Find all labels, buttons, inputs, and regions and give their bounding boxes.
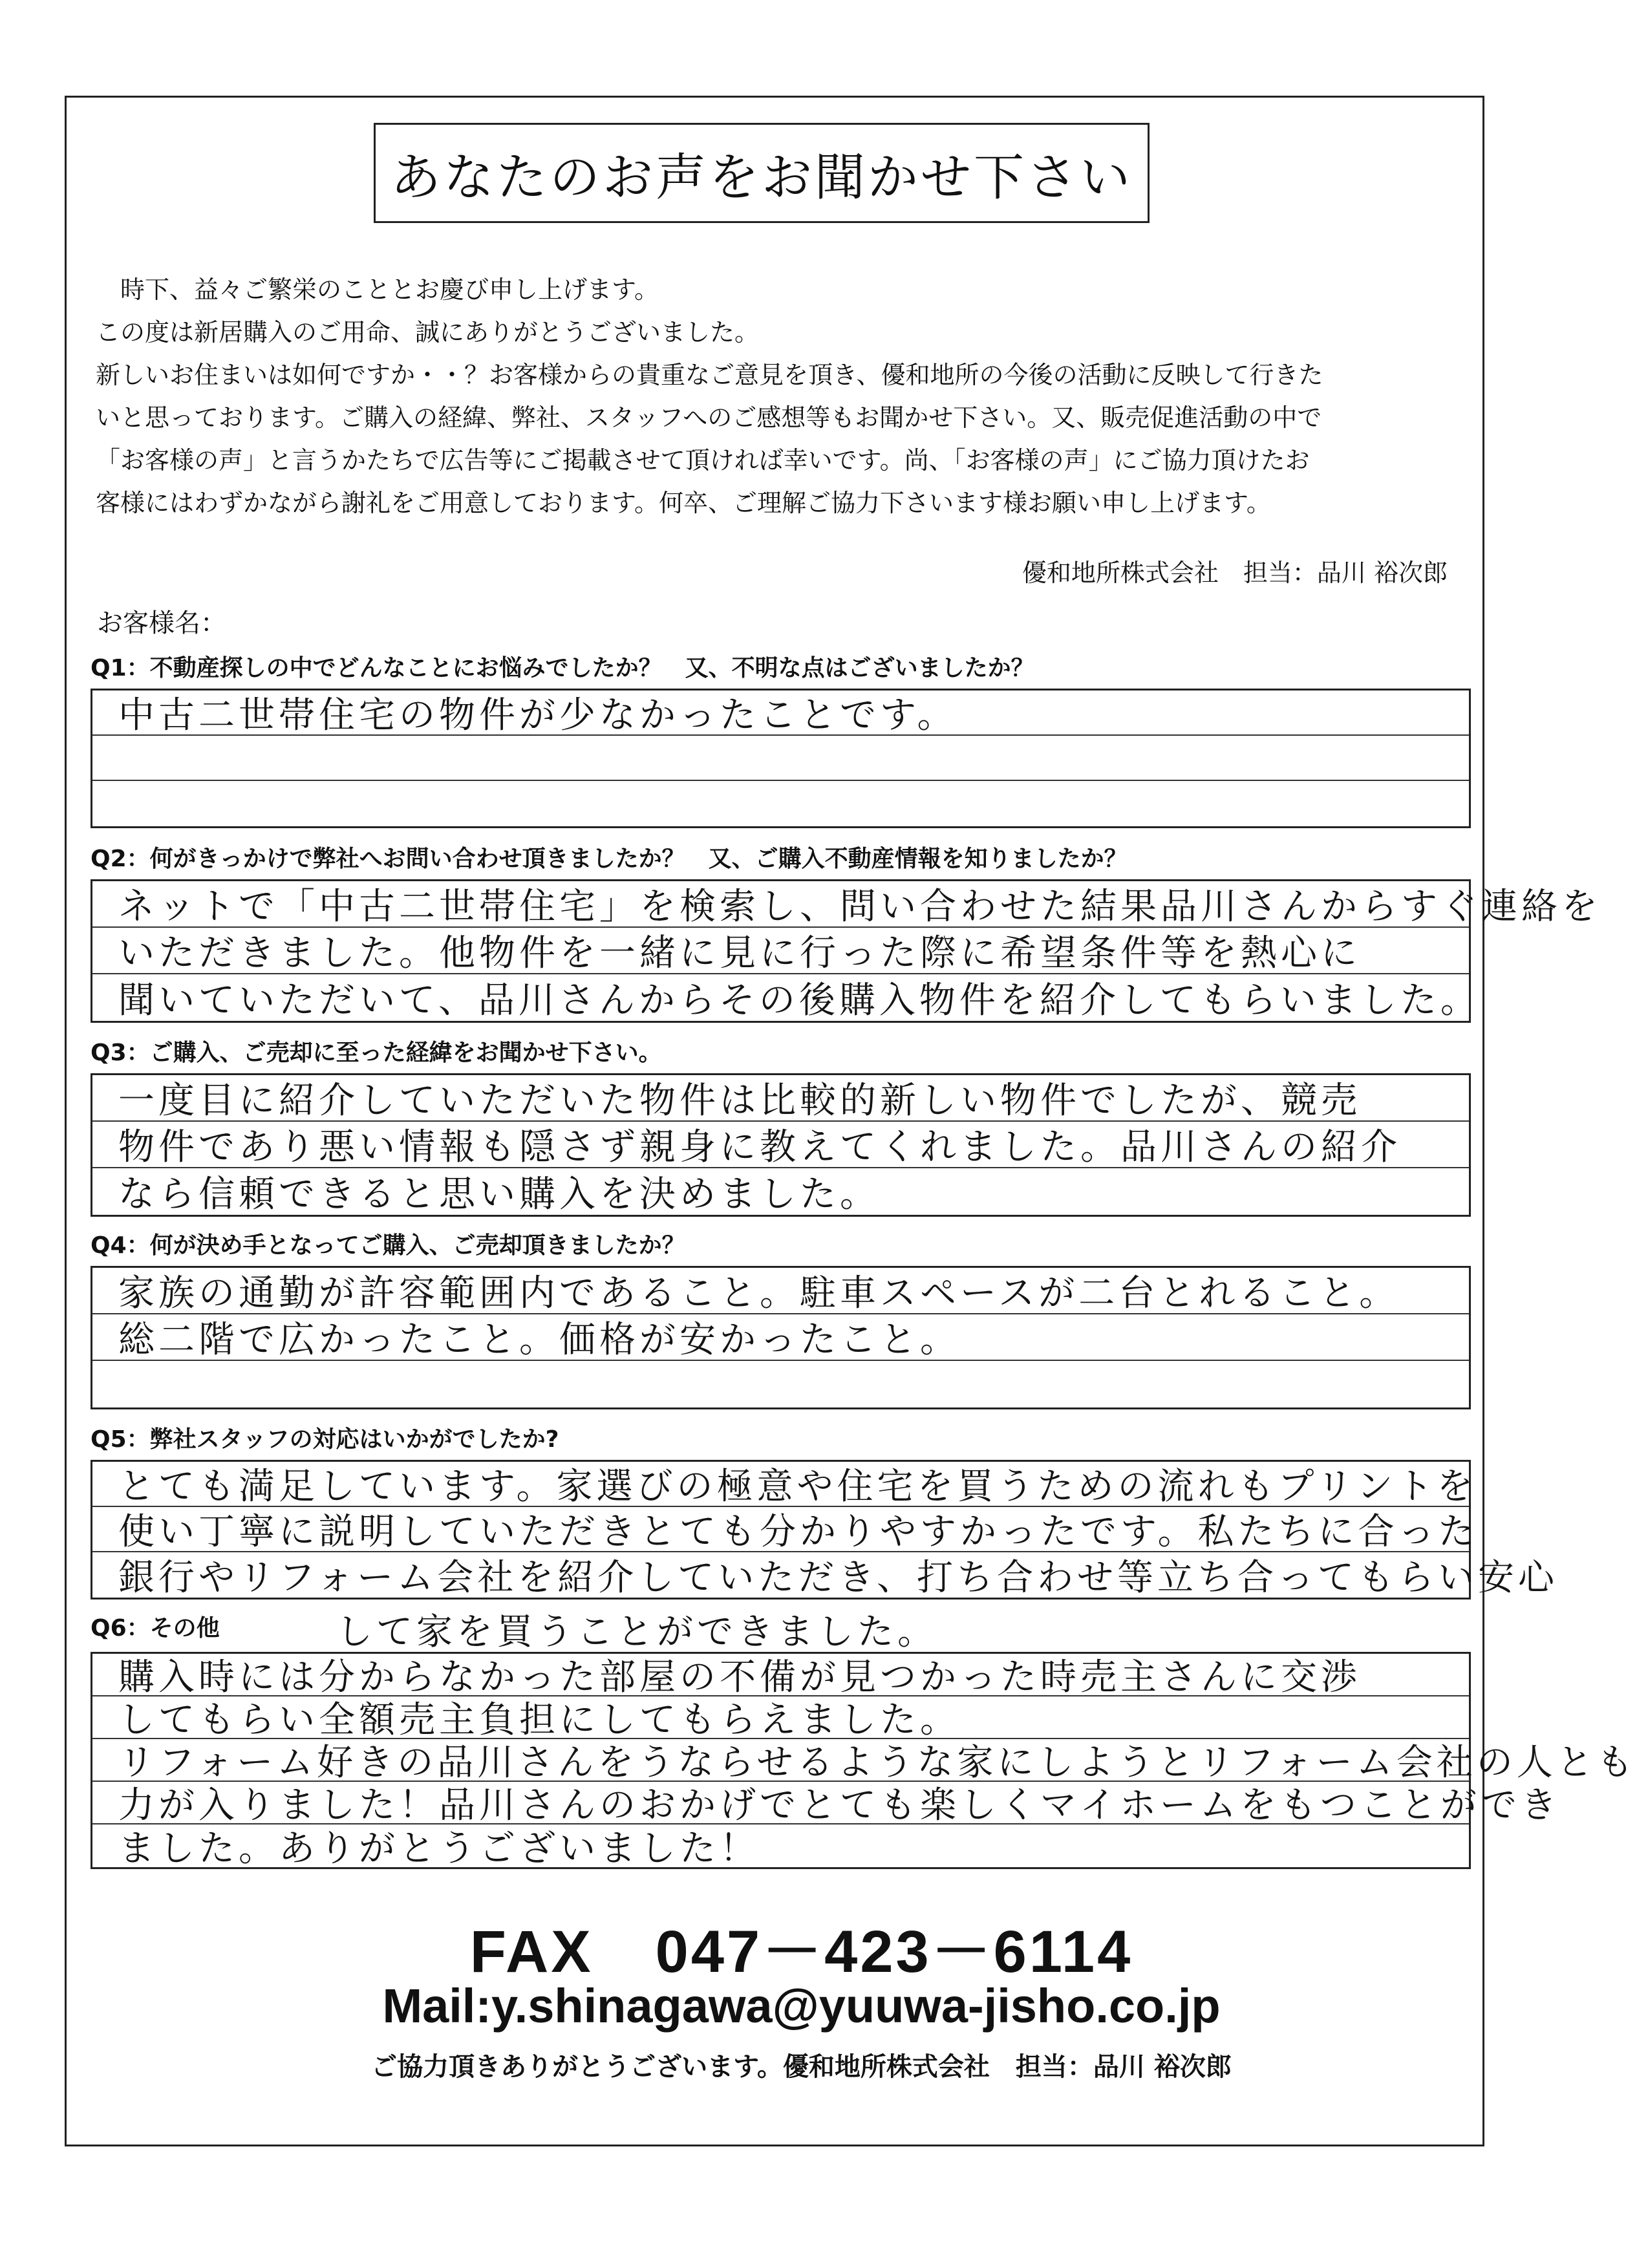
answer-line: 購入時には分からなかった部屋の不備が見つかった時売主さんに交渉 (92, 1654, 1469, 1696)
answer-line: 中古二世帯住宅の物件が少なかったことです。 (92, 690, 1469, 736)
answer-line (92, 736, 1469, 781)
title-box (374, 123, 1150, 223)
email-address: Mail:y.shinagawa@yuuwa-jisho.co.jp (382, 1979, 1221, 2033)
question-5-answer-box (91, 1460, 1558, 1599)
intro-line: 新しいお住まいは如何ですか・・？お客様からの貴重なご意見を頂き、優和地所の今後の活動に反映して行きた (96, 361, 1323, 389)
question-2-answer-box (91, 879, 1601, 1023)
customer-name-label: お客様名： (97, 608, 226, 638)
answer-line: 総二階で広かったこと。価格が安かったこと。 (92, 1314, 1469, 1361)
answer-line: とても満足しています。家選びの極意や住宅を買うための流れもプリントを (92, 1462, 1469, 1507)
answer-line (92, 1361, 1469, 1407)
answer-line: 家族の通勤が許容範囲内であること。駐車スペースが二台とれること。 (92, 1268, 1469, 1314)
question-1-answer-box (91, 689, 1471, 828)
footer-thanks: ご協力頂きありがとうございます。優和地所株式会社 担当：品川 裕次郎 (371, 2052, 1232, 2082)
question-4-answer-box (91, 1266, 1471, 1409)
intro-text (96, 268, 1463, 524)
question-6-answer-box (91, 1652, 1637, 1870)
question-6-label: Q6：その他 (91, 1615, 220, 1642)
answer-line: 一度目に紹介していただいた物件は比較的新しい物件でしたが、競売 (92, 1075, 1469, 1122)
question-5-answer-continuation: して家を買うことができました。 (336, 1611, 937, 1653)
answer-line: 聞いていただいて、品川さんからその後購入物件を紹介してもらいました。 (118, 979, 1481, 1022)
answer-line (92, 781, 1469, 826)
intro-line: 客様にはわずかながら謝礼をご用意しております。何卒、ご理解ご協力下さいます様お願い申し上げます。 (96, 489, 1271, 517)
answer-line: 力が入りました！品川さんのおかげでとても楽しくマイホームをもつことができ (92, 1782, 1469, 1824)
answer-line: してもらい全額売主負担にしてもらえました。 (92, 1696, 1469, 1739)
fax-number: FAX 047－423－6114 (469, 1919, 1133, 1985)
intro-line: 「お客様の声」と言うかたちで広告等にご掲載させて頂ければ幸いです。尚、「お客様の声」にご協力頂けたお (96, 446, 1310, 475)
intro-line: 時下、益々ご繁栄のこととお慶び申し上げます。 (120, 275, 659, 304)
answer-line: リフォーム好きの品川さんをうならせるような家にしようとリフォーム会社の人とも (92, 1739, 1469, 1782)
answer-line: 物件であり悪い情報も隠さず親身に教えてくれました。品川さんの紹介 (92, 1122, 1469, 1168)
answer-line: 銀行やリフォーム会社を紹介していただき、打ち合わせ等立ち合ってもらい安心 (118, 1557, 1558, 1599)
question-3-answer-box (91, 1073, 1471, 1217)
answer-line: ネットで「中古二世帯住宅」を検索し、問い合わせた結果品川さんからすぐ連絡を (92, 881, 1469, 928)
answer-line: なら信頼できると思い購入を決めました。 (118, 1173, 880, 1215)
question-2-label: Q2：何がきっかけで弊社へお問い合わせ頂きましたか？ 又、ご購入不動産情報を知りましたか？ (91, 846, 1128, 872)
page-title: あなたのお声をお聞かせ下さい (390, 148, 1133, 207)
intro-line: いと思っております。ご購入の経緯、弊社、スタッフへのご感想等もお聞かせ下さい。又、販売促進活動の中で (96, 403, 1322, 432)
answer-line: 使い丁寧に説明していただきとても分かりやすかったです。私たちに合った (92, 1507, 1469, 1552)
answer-line: ました。ありがとうございました！ (118, 1828, 760, 1870)
answer-line: いただきました。他物件を一緒に見に行った際に希望条件等を熱心に (92, 928, 1469, 974)
intro-signature: 優和地所株式会社 担当：品川 裕次郎 (1022, 559, 1448, 587)
question-1-label: Q1：不動産探しの中でどんなことにお悩みでしたか？ 又、不明な点はございましたか？ (91, 655, 1034, 681)
question-4-label: Q4：何が決め手となってご購入、ご売却頂きましたか？ (91, 1232, 685, 1259)
question-5-label: Q5：弊社スタッフの対応はいかがでしたか? (91, 1426, 559, 1453)
question-3-label: Q3：ご購入、ご売却に至った経緯をお聞かせ下さい。 (91, 1040, 662, 1066)
intro-line: この度は新居購入のご用命、誠にありがとうございました。 (96, 318, 760, 347)
